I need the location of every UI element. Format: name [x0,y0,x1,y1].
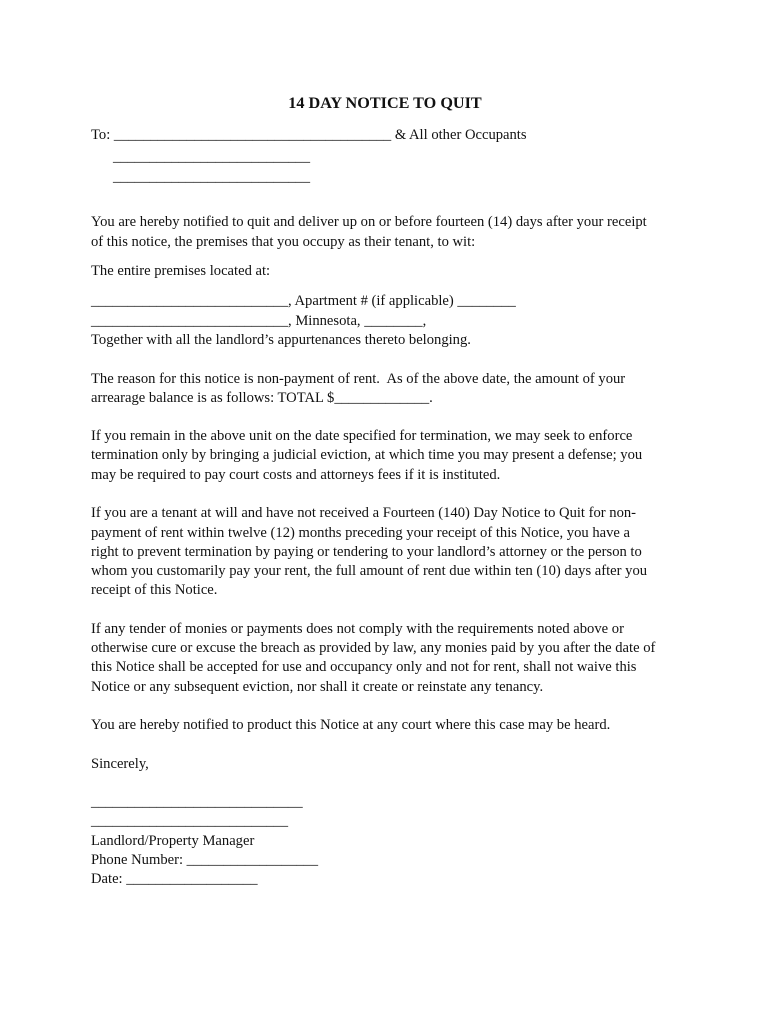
address-line-1: ___________________________, Apartment # (if applicable) ________ [91,293,516,309]
address-line-2: ___________________________, Minnesota, ________, [91,313,427,329]
reason-paragraph-line: The reason for this notice is non-payment of rent. As of the above date, the amount of your [91,371,626,387]
document-title: 14 DAY NOTICE TO QUIT [288,94,482,112]
signer-role: Landlord/Property Manager [91,833,255,849]
to-line-3: ___________________________ [113,169,311,185]
tender-paragraph-line: If any tender of monies or payments does not comply with the requirements noted above or [91,621,624,637]
remain-paragraph-line: may be required to pay court costs and attorneys fees if it is instituted. [91,467,501,483]
tenant-at-will-paragraph-line: whom you customarily pay your rent, the full amount of rent due within ten (10) days after you [91,563,648,579]
premises-label: The entire premises located at: [91,263,271,279]
closing: Sincerely, [91,756,149,772]
tenant-at-will-paragraph-line: payment of rent within twelve (12) months preceding your receipt of this Notice, you have a [91,525,630,541]
to-line: To: ______________________________________ & All other Occupants [91,127,527,143]
signature-line-1: _____________________________ [91,794,303,810]
reason-paragraph-line: arrearage balance is as follows: TOTAL $_____________. [91,390,433,406]
tenant-at-will-paragraph-line: receipt of this Notice. [91,582,218,598]
tender-paragraph-line: Notice or any subsequent eviction, nor shall it create or reinstate any tenancy. [91,679,544,695]
phone-line: Phone Number: __________________ [91,852,319,868]
tenant-at-will-paragraph-line: right to prevent termination by paying or tendering to your landlord’s attorney or the person to [91,544,642,560]
tenant-at-will-paragraph-line: If you are a tenant at will and have not received a Fourteen (140) Day Notice to Quit for non- [91,505,637,521]
tender-paragraph-line: this Notice shall be accepted for use and occupancy only and not for rent, shall not waive this [91,659,637,675]
signature-line-2: ___________________________ [91,813,289,829]
remain-paragraph-line: If you remain in the above unit on the date specified for termination, we may seek to enforce [91,428,633,444]
tender-paragraph-line: otherwise cure or excuse the breach as provided by law, any monies paid by you after the date of [91,640,656,656]
notice-paragraph-line: of this notice, the premises that you occupy as their tenant, to wit: [91,234,476,250]
notice-paragraph-line: You are hereby notified to quit and deliver up on or before fourteen (14) days after your receipt [91,214,647,230]
court-paragraph: You are hereby notified to product this Notice at any court where this case may be heard. [91,717,611,733]
appurtenances-line: Together with all the landlord’s appurtenances thereto belonging. [91,332,471,348]
remain-paragraph-line: termination only by bringing a judicial eviction, at which time you may present a defense; you [91,447,643,463]
date-line: Date: __________________ [91,871,258,887]
to-line-2: ___________________________ [113,149,311,165]
